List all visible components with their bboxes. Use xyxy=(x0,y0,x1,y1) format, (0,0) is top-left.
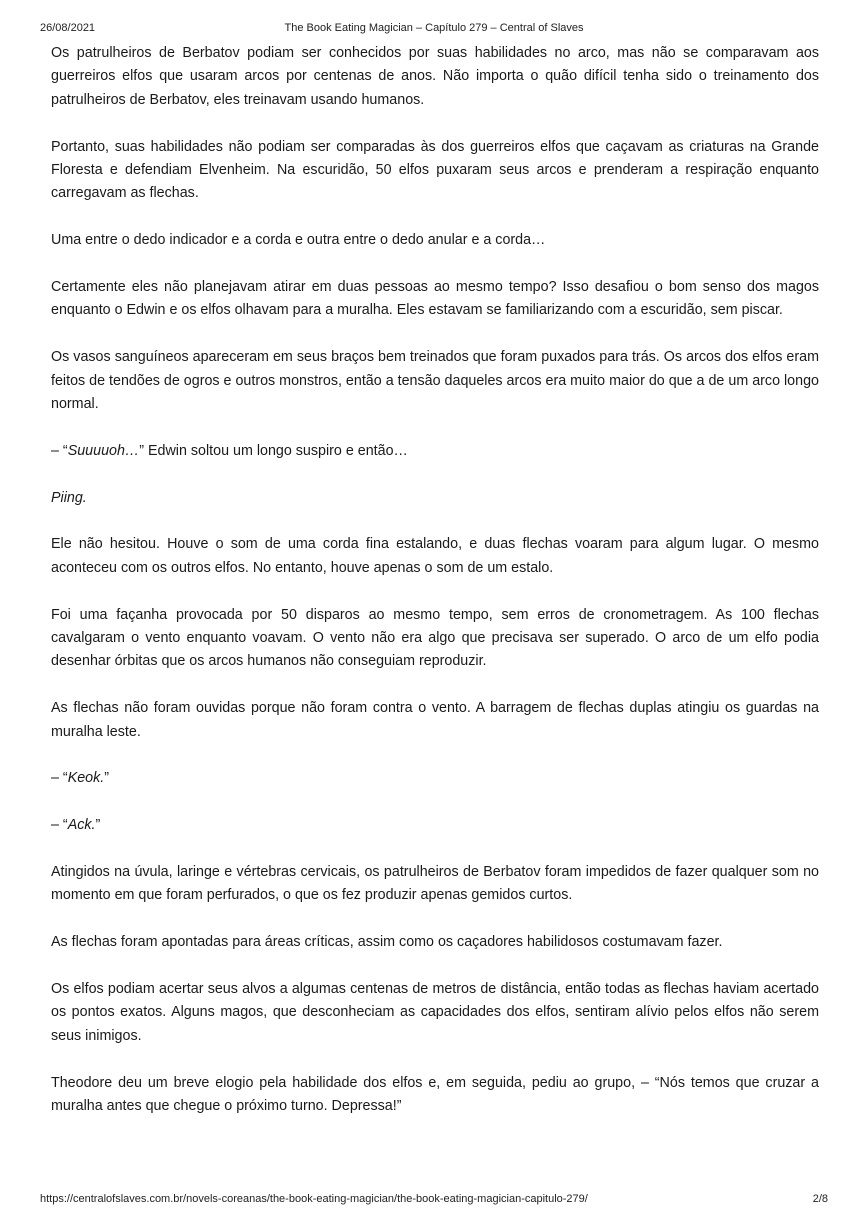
dialogue-line xyxy=(51,767,819,790)
dialogue-prefix: – “ xyxy=(51,770,68,787)
paragraph: Os patrulheiros de Berbatov podiam ser conhecidos por suas habilidades no arco, mas não se comparavam aos guerreiros elfos que usaram arcos por centenas de anos. Não importa o quão difícil tenha sido o treinamento dos patrulheiros de Berbatov, eles treinavam usando humanos. xyxy=(51,45,819,108)
sound-effect xyxy=(51,487,819,510)
paragraph: Uma entre o dedo indicador e a corda e outra entre o dedo anular e a corda… xyxy=(51,232,546,249)
paragraph: Os elfos podiam acertar seus alvos a algumas centenas de metros de distância, então todas as flechas haviam acertado os pontos exatos. Alguns magos, que desconheciam as capacidades dos elfos, sentiram alívio pelos elfos não serem seus inimigos. xyxy=(51,981,819,1044)
paragraph: Ele não hesitou. Houve o som de uma corda fina estalando, e duas flechas voaram para algum lugar. O mesmo aconteceu com os outros elfos. No entanto, houve apenas o som de um estalo. xyxy=(51,536,819,576)
page-number: 2/8 xyxy=(812,1193,828,1205)
page-title: The Book Eating Magician – Capítulo 279 – Central of Slaves xyxy=(284,22,584,34)
paragraph: Portanto, suas habilidades não podiam ser comparadas às dos guerreiros elfos que caçavam as criaturas na Grande Floresta e defendiam Elvenheim. Na escuridão, 50 elfos puxaram seus arcos e prenderam a respiração enquanto carregavam as flechas. xyxy=(51,138,819,202)
dialogue-suffix: ” Edwin soltou um longo suspiro e então… xyxy=(139,442,408,459)
paragraph: Theodore deu um breve elogio pela habilidade dos elfos e, em seguida, pediu ao grupo, – “Nós temos que cruzar a muralha antes que chegue o próximo turno. Depressa!” xyxy=(51,1074,819,1115)
paragraph: Certamente eles não planejavam atirar em duas pessoas ao mesmo tempo? Isso desafiou o bom senso dos magos enquanto o Edwin e os elfos olhavam para a muralha. Eles estavam se familiarizando com a escuridão, sem piscar. xyxy=(51,279,819,319)
dialogue-suffix: ” xyxy=(95,817,101,834)
page-header xyxy=(0,20,868,36)
paragraph: Atingidos na úvula, laringe e vértebras cervicais, os patrulheiros de Berbatov foram impedidos de fazer qualquer som no momento em que foram perfurados, o que os fez produzir apenas gemidos curtos. xyxy=(51,864,819,904)
dialogue-line xyxy=(51,814,819,837)
dialogue-italic: Ack. xyxy=(67,817,96,834)
paragraph: As flechas foram apontadas para áreas críticas, assim como os caçadores habilidosos costumavam fazer. xyxy=(51,934,723,951)
sound-effect-text: Piing. xyxy=(51,489,87,506)
dialogue-prefix: – “ xyxy=(51,442,68,459)
chapter-content xyxy=(51,42,819,1142)
page-footer xyxy=(0,1191,868,1207)
dialogue-prefix: – “ xyxy=(51,817,68,834)
source-url: https://centralofslaves.com.br/novels-coreanas/the-book-eating-magician/the-book-eating-magician-capitulo-279/ xyxy=(40,1193,588,1205)
dialogue-suffix: ” xyxy=(104,770,110,787)
paragraph: Os vasos sanguíneos apareceram em seus braços bem treinados que foram puxados para trás. Os arcos dos elfos eram feitos de tendões de ogros e outros monstros, então a tensão daqueles arcos era muito maior do que a de um arco longo normal. xyxy=(51,349,819,413)
dialogue-italic: Suuuuoh… xyxy=(67,442,140,459)
print-date: 26/08/2021 xyxy=(40,22,96,34)
paragraph: Foi uma façanha provocada por 50 disparos ao mesmo tempo, sem erros de cronometragem. As 100 flechas cavalgaram o vento enquanto voavam. O vento não era algo que precisava ser superado. O arco de um elfo podia desenhar órbitas que os arcos humanos não conseguiam reproduzir. xyxy=(51,606,819,670)
dialogue-italic: Keok. xyxy=(67,770,105,787)
dialogue-line xyxy=(51,440,819,463)
paragraph: As flechas não foram ouvidas porque não foram contra o vento. A barragem de flechas duplas atingiu os guardas na muralha leste. xyxy=(51,700,819,740)
